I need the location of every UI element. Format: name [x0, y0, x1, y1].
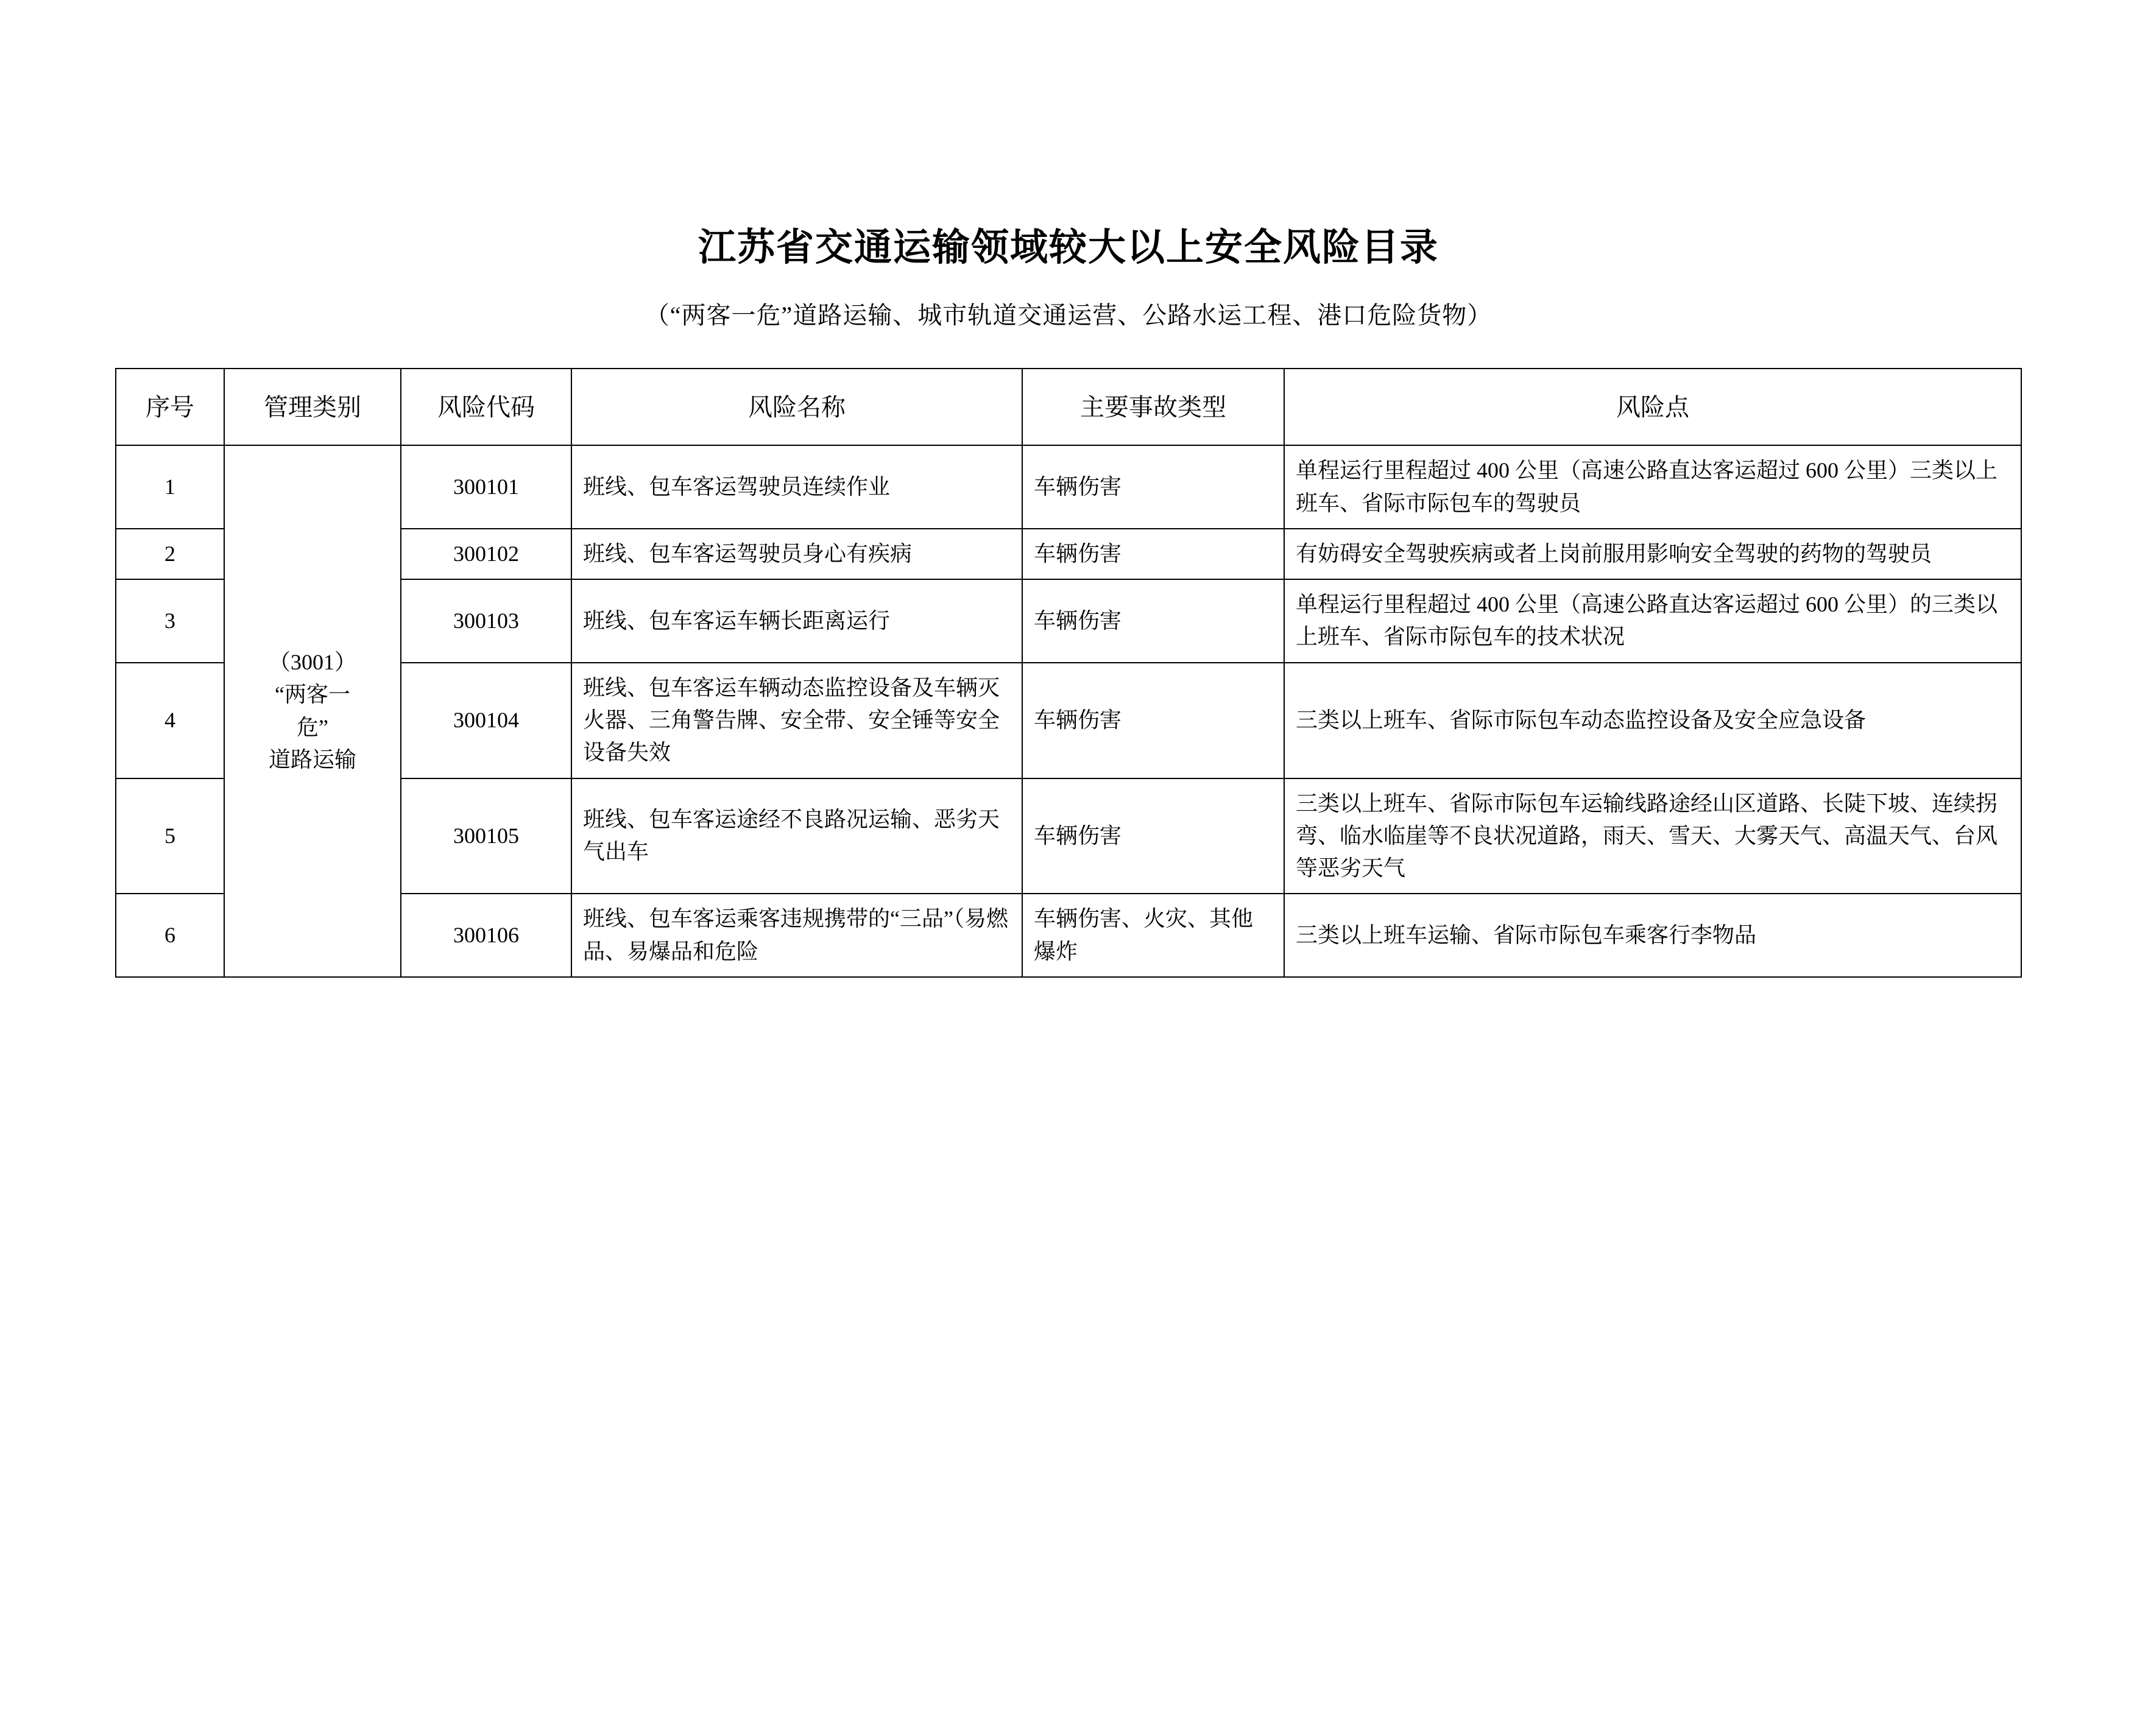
cell-code: 300104	[401, 663, 571, 778]
cell-name: 班线、包车客运驾驶员身心有疾病	[571, 529, 1022, 579]
table-row	[116, 663, 2021, 778]
cell-accident: 车辆伤害	[1022, 579, 1284, 663]
cell-seq: 2	[116, 529, 224, 579]
cell-accident: 车辆伤害	[1022, 663, 1284, 778]
cell-name: 班线、包车客运车辆长距离运行	[571, 579, 1022, 663]
cell-point: 单程运行里程超过 400 公里（高速公路直达客运超过 600 公里）的三类以上班车、省际市际包车的技术状况	[1284, 579, 2021, 663]
cell-accident: 车辆伤害	[1022, 778, 1284, 894]
cell-code: 300102	[401, 529, 571, 579]
cell-code: 300101	[401, 445, 571, 529]
table-row	[116, 579, 2021, 663]
table-row	[116, 445, 2021, 529]
cell-seq: 6	[116, 894, 224, 977]
category-line: 危”	[297, 715, 328, 739]
header-code: 风险代码	[401, 369, 571, 445]
cell-seq: 5	[116, 778, 224, 894]
cell-code: 300103	[401, 579, 571, 663]
header-accident: 主要事故类型	[1022, 369, 1284, 445]
cell-name: 班线、包车客运驾驶员连续作业	[571, 445, 1022, 529]
cell-point: 三类以上班车、省际市际包车运输线路途经山区道路、长陡下坡、连续拐弯、临水临崖等不良状况道路，雨天、雪天、大雾天气、高温天气、台风等恶劣天气	[1284, 778, 2021, 894]
cell-seq: 1	[116, 445, 224, 529]
cell-name: 班线、包车客运车辆动态监控设备及车辆灭火器、三角警告牌、安全带、安全锤等安全设备失效	[571, 663, 1022, 778]
cell-accident: 车辆伤害	[1022, 445, 1284, 529]
page-title: 江苏省交通运输领域较大以上安全风险目录	[698, 227, 1439, 269]
risk-catalog-table	[115, 368, 2022, 977]
cell-category-group	[224, 445, 401, 976]
table-header-row	[116, 369, 2021, 445]
cell-point: 有妨碍安全驾驶疾病或者上岗前服用影响安全驾驶的药物的驾驶员	[1284, 529, 2021, 579]
cell-accident: 车辆伤害	[1022, 529, 1284, 579]
document-page	[0, 225, 2137, 1736]
category-line: “两客一	[275, 682, 350, 707]
header-point: 风险点	[1284, 369, 2021, 445]
category-line: 道路运输	[268, 747, 356, 772]
cell-seq: 4	[116, 663, 224, 778]
header-category: 管理类别	[224, 369, 401, 445]
header-seq: 序号	[116, 369, 224, 445]
cell-name: 班线、包车客运乘客违规携带的“三品”（易燃品、易爆品和危险	[571, 894, 1022, 977]
table-header	[116, 369, 2021, 445]
cell-point: 单程运行里程超过 400 公里（高速公路直达客运超过 600 公里）三类以上班车、省际市际包车的驾驶员	[1284, 445, 2021, 529]
cell-code: 300105	[401, 778, 571, 894]
cell-point: 三类以上班车、省际市际包车动态监控设备及安全应急设备	[1284, 663, 2021, 778]
category-line: （3001）	[268, 650, 356, 675]
page-subtitle: （“两客一危”道路运输、城市轨道交通运营、公路水运工程、港口危险货物）	[645, 302, 1492, 330]
table-row	[116, 529, 2021, 579]
risk-table-container	[115, 368, 2022, 977]
cell-name: 班线、包车客运途经不良路况运输、恶劣天气出车	[571, 778, 1022, 894]
cell-code: 300106	[401, 894, 571, 977]
cell-seq: 3	[116, 579, 224, 663]
header-name: 风险名称	[571, 369, 1022, 445]
table-row	[116, 778, 2021, 894]
table-body	[116, 445, 2021, 976]
table-row	[116, 894, 2021, 977]
cell-point: 三类以上班车运输、省际市际包车乘客行李物品	[1284, 894, 2021, 977]
cell-accident: 车辆伤害、火灾、其他爆炸	[1022, 894, 1284, 977]
